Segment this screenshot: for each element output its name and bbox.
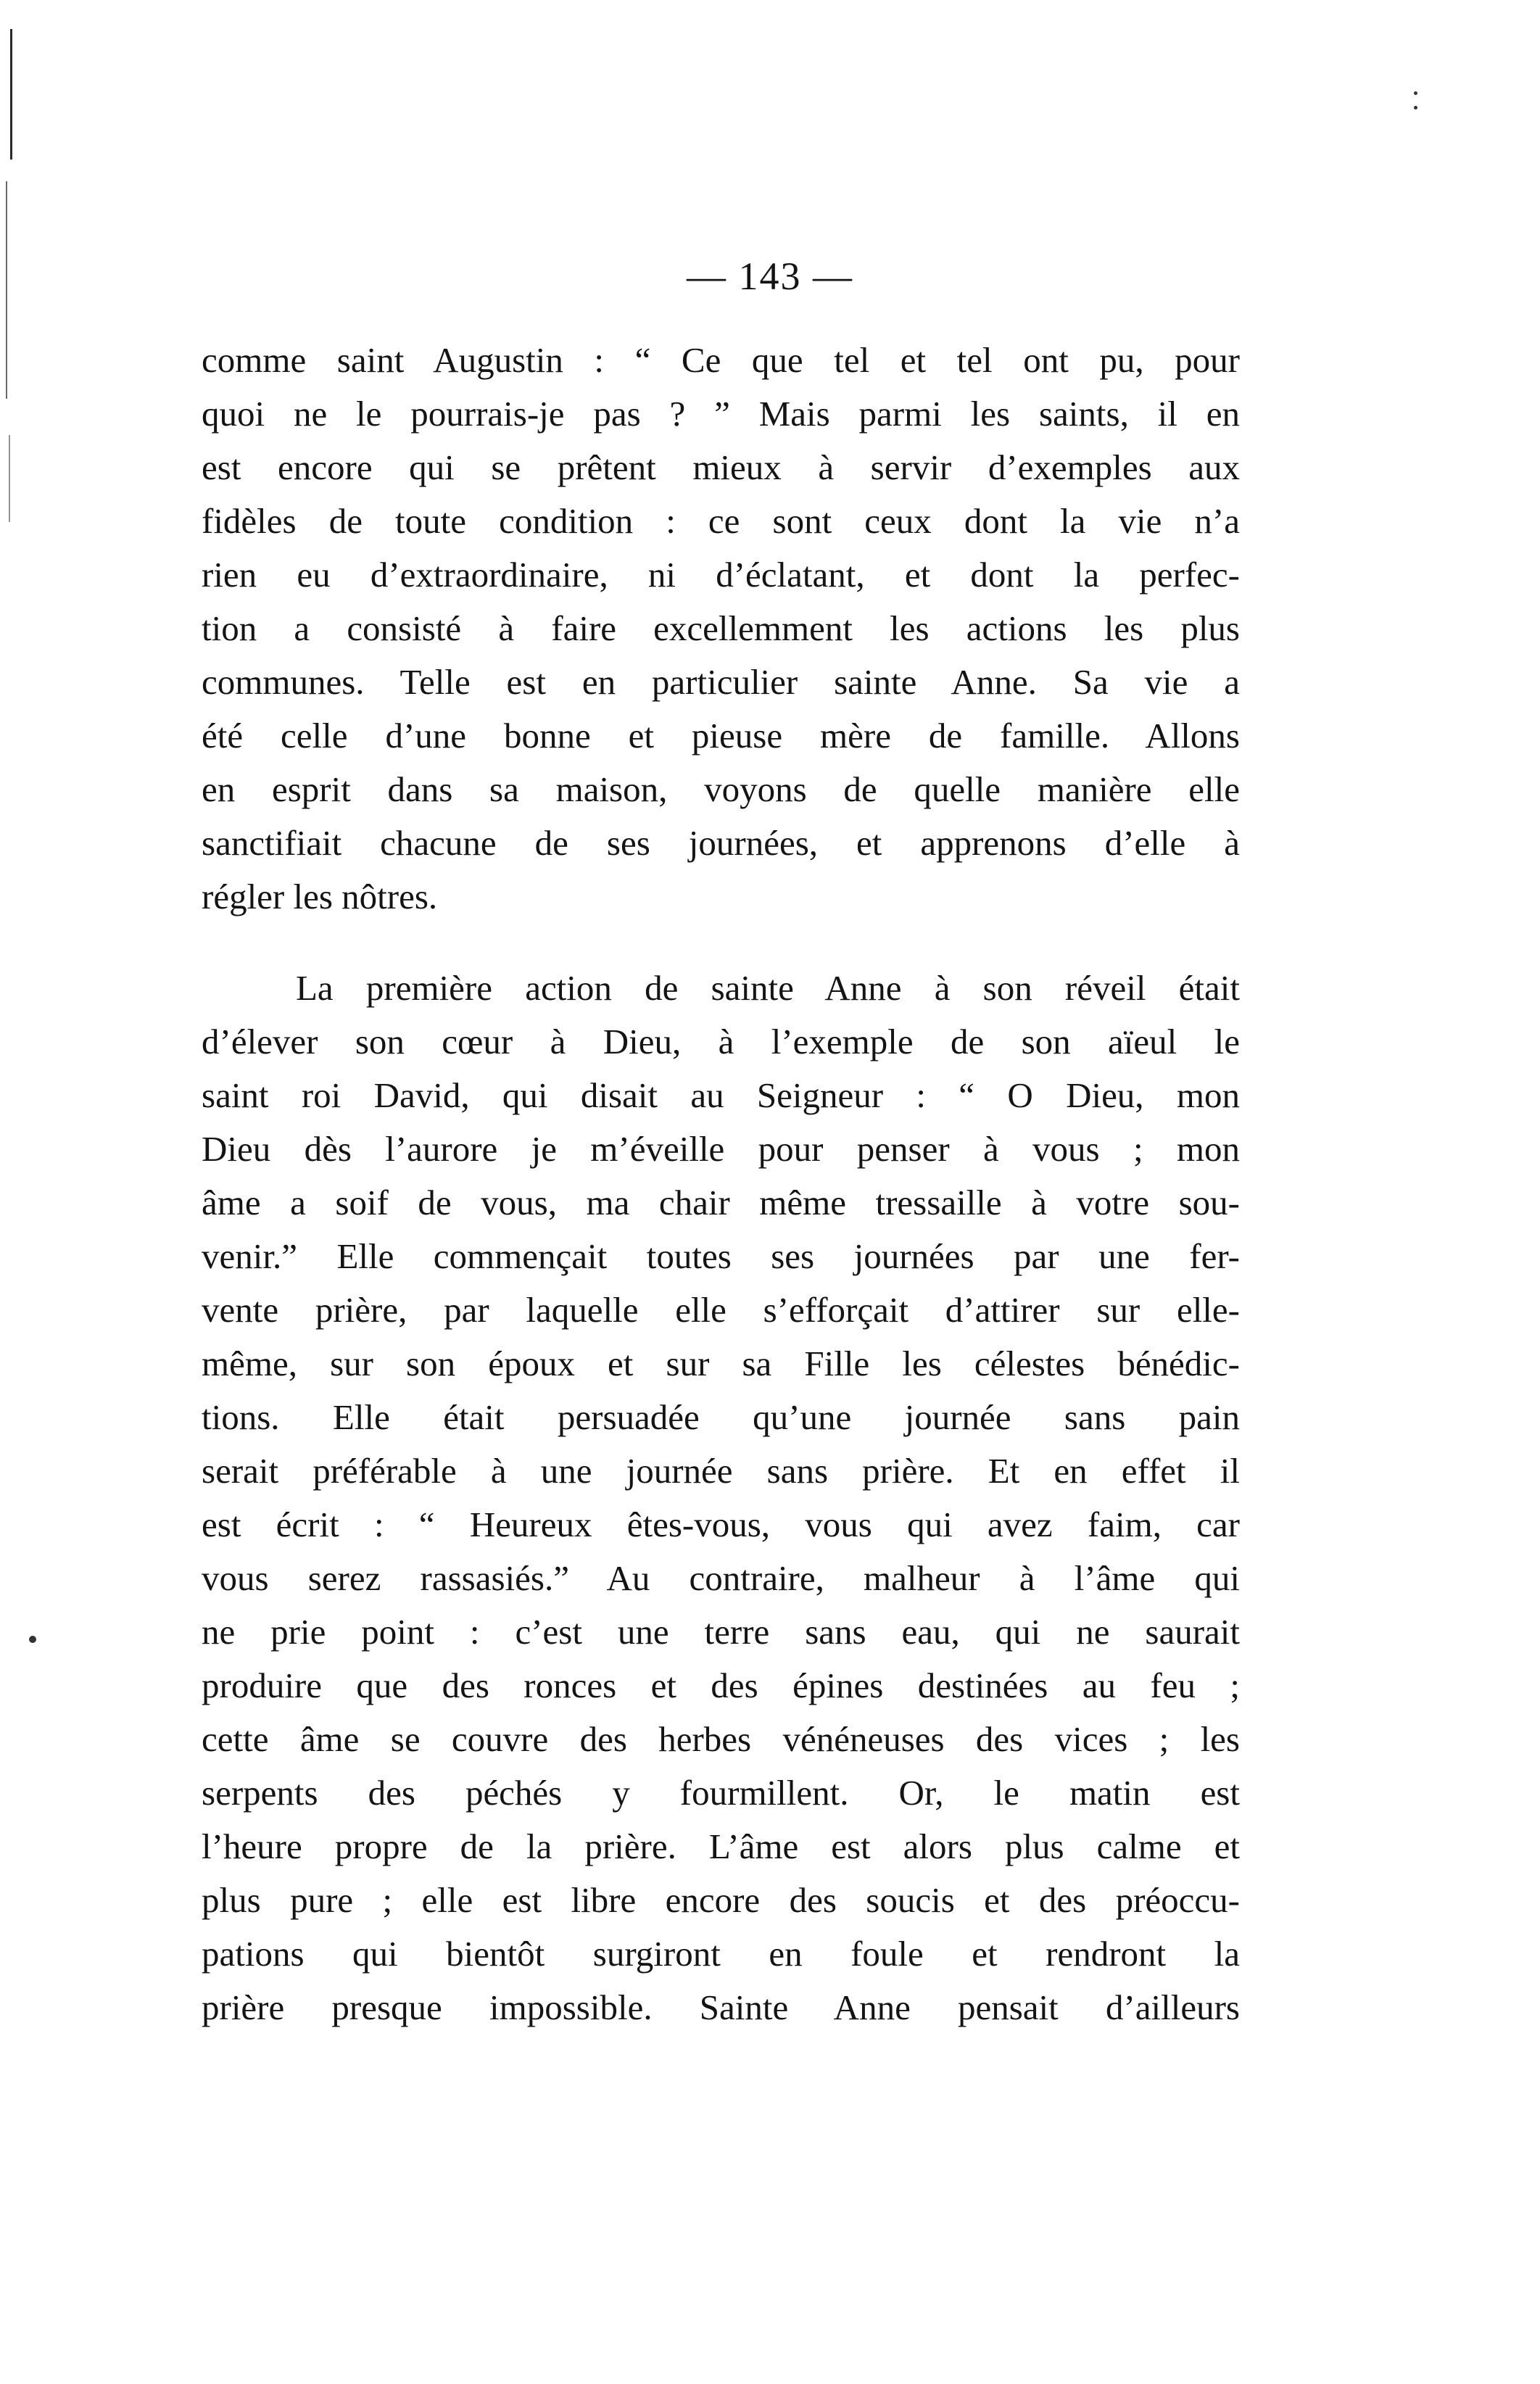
text-line: pations qui bientôt surgiront en foule et rendront la bbox=[202, 1934, 1240, 1974]
text-line: comme saint Augustin : “ Ce que tel et tel ont pu, pour bbox=[202, 340, 1240, 380]
text-line: La première action de sainte Anne à son réveil était bbox=[296, 968, 1240, 1008]
text-line: cette âme se couvre des herbes vénéneuses des vices ; les bbox=[202, 1719, 1240, 1759]
body-text bbox=[202, 334, 1240, 2035]
text-line: Dieu dès l’aurore je m’éveille pour penser à vous ; mon bbox=[202, 1129, 1240, 1169]
scan-edge-mark bbox=[9, 435, 10, 522]
text-line: prière presque impossible. Sainte Anne pensait d’ailleurs bbox=[202, 1987, 1240, 2027]
scan-edge-mark bbox=[10, 29, 12, 160]
text-line: quoi ne le pourrais-je pas ? ” Mais parmi les saints, il en bbox=[202, 394, 1240, 434]
paragraph-gap bbox=[202, 924, 1240, 961]
text-line: est écrit : “ Heureux êtes-vous, vous qui avez faim, car bbox=[202, 1505, 1240, 1544]
text-line: en esprit dans sa maison, voyons de quelle manière elle bbox=[202, 769, 1240, 809]
text-line: produire que des ronces et des épines destinées au feu ; bbox=[202, 1665, 1240, 1705]
scan-speck bbox=[1414, 106, 1417, 109]
text-line: régler les nôtres. bbox=[202, 877, 438, 916]
text-line: âme a soif de vous, ma chair même tressaille à votre sou- bbox=[202, 1183, 1240, 1222]
text-line: tion a consisté à faire excellemment les actions les plus bbox=[202, 608, 1240, 648]
text-line: venir.” Elle commençait toutes ses journées par une fer- bbox=[202, 1236, 1240, 1276]
scan-speck bbox=[29, 1636, 36, 1643]
text-line: est encore qui se prêtent mieux à servir d’exemples aux bbox=[202, 447, 1240, 487]
text-line: saint roi David, qui disait au Seigneur : “ O Dieu, mon bbox=[202, 1075, 1240, 1115]
text-line: vente prière, par laquelle elle s’efforçait d’attirer sur elle- bbox=[202, 1290, 1240, 1330]
text-line: l’heure propre de la prière. L’âme est alors plus calme et bbox=[202, 1826, 1240, 1866]
text-line: serpents des péchés y fourmillent. Or, le matin est bbox=[202, 1773, 1240, 1813]
text-line: plus pure ; elle est libre encore des soucis et des préoccu- bbox=[202, 1880, 1240, 1920]
paragraph bbox=[202, 334, 1240, 924]
text-line: même, sur son époux et sur sa Fille les célestes bénédic- bbox=[202, 1344, 1240, 1383]
paragraph bbox=[202, 961, 1240, 2035]
text-line: sanctifiait chacune de ses journées, et apprenons d’elle à bbox=[202, 823, 1240, 863]
text-line: vous serez rassasiés.” Au contraire, malheur à l’âme qui bbox=[202, 1558, 1240, 1598]
text-line: serait préférable à une journée sans prière. Et en effet il bbox=[202, 1451, 1240, 1491]
scan-speck bbox=[1414, 91, 1417, 95]
text-line: d’élever son cœur à Dieu, à l’exemple de son aïeul le bbox=[202, 1022, 1240, 1061]
text-line: tions. Elle était persuadée qu’une journée sans pain bbox=[202, 1397, 1240, 1437]
page-number: — 143 — bbox=[687, 254, 853, 298]
text-line: fidèles de toute condition : ce sont ceux dont la vie n’a bbox=[202, 501, 1240, 541]
text-line: communes. Telle est en particulier sainte Anne. Sa vie a bbox=[202, 662, 1240, 702]
text-line: été celle d’une bonne et pieuse mère de famille. Allons bbox=[202, 716, 1240, 756]
text-line: ne prie point : c’est une terre sans eau, qui ne saurait bbox=[202, 1612, 1240, 1652]
text-line: rien eu d’extraordinaire, ni d’éclatant, et dont la perfec- bbox=[202, 555, 1240, 595]
